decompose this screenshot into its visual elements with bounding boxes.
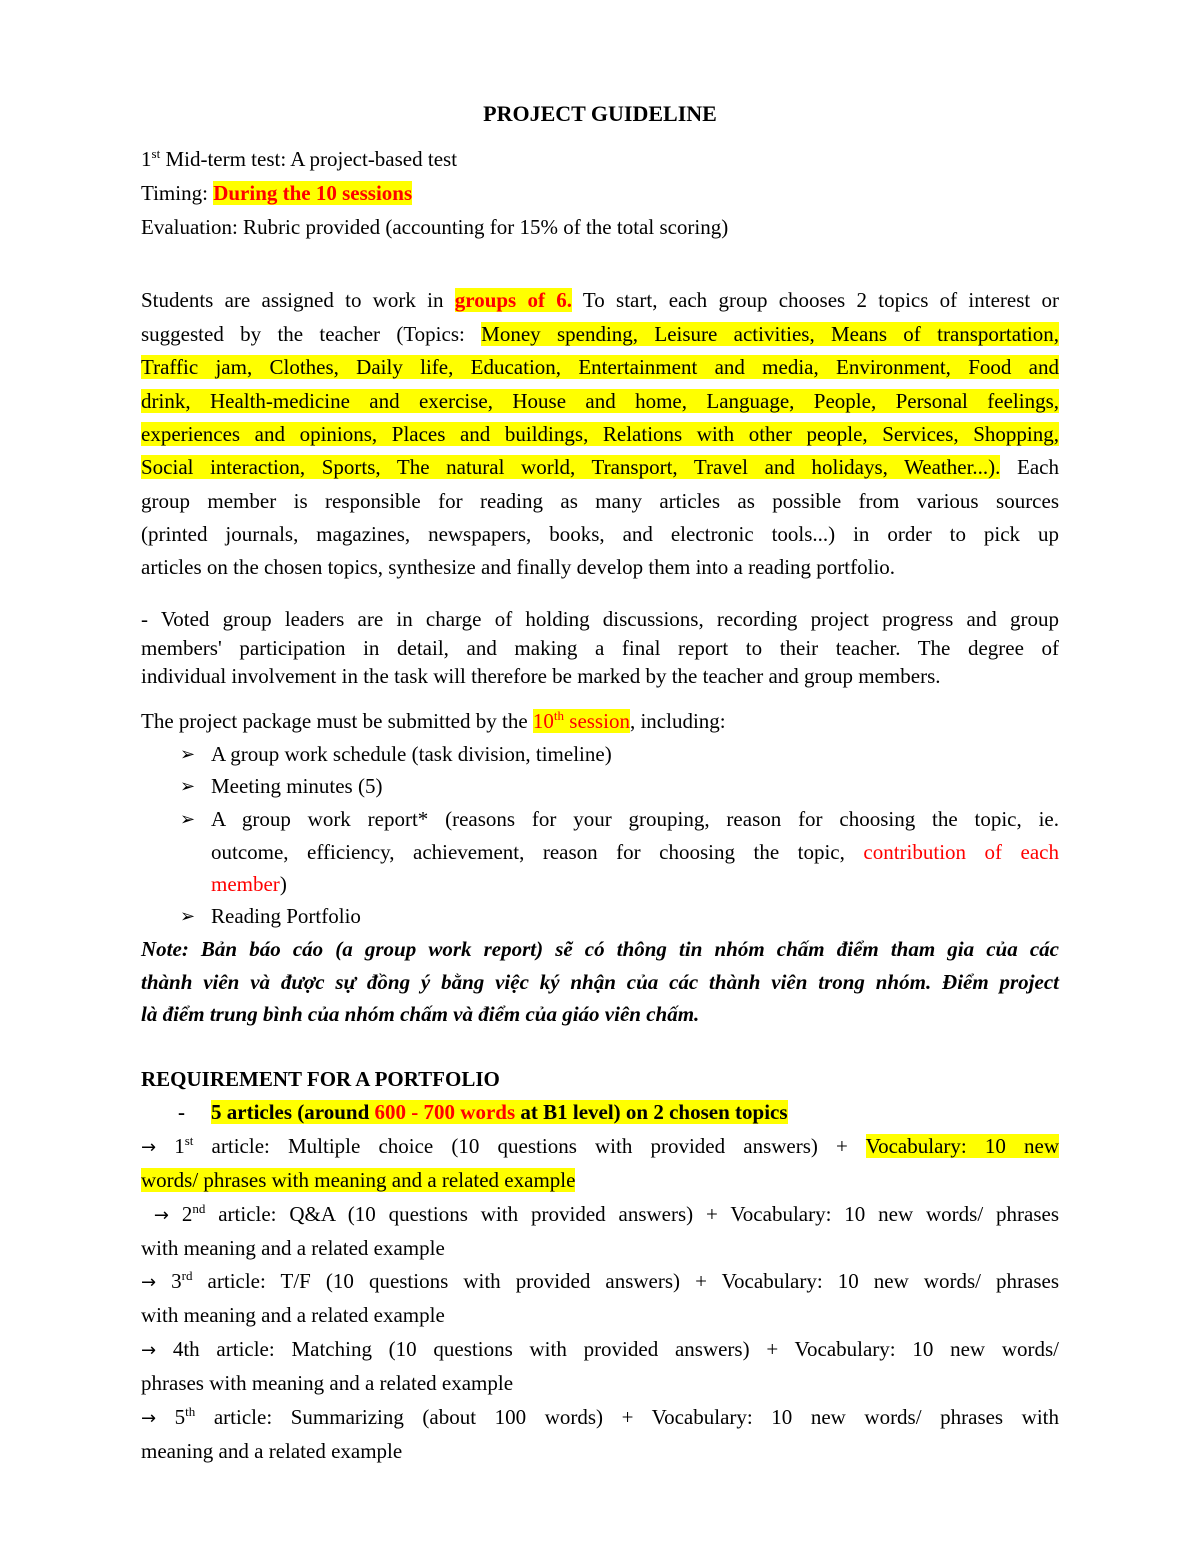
vocabulary-highlight: words/ phrases with meaning and a related example [141, 1168, 576, 1192]
package-item-portfolio: Reading Portfolio [211, 904, 361, 928]
topics-highlight: Social interaction, Sports, The natural world, Transport, Travel and holidays, Weather...). [141, 455, 1001, 479]
article-text: 4th article: Matching (10 questions with provided answers) + Vocabulary: 10 new words/ [172, 1337, 1060, 1361]
arrow-right-icon: → [153, 1205, 169, 1226]
report-text: ) [279, 872, 287, 896]
portfolio-heading: REQUIREMENT FOR A PORTFOLIO [141, 1067, 500, 1091]
article-sup: th [185, 1404, 196, 1419]
article-1-line-1 [141, 1132, 1059, 1162]
topics-highlight: drink, Health-medicine and exercise, House and home, Language, People, Personal feelings, [141, 389, 1059, 413]
requirement-dash: - [178, 1100, 185, 1124]
intro-line-8: (printed journals, magazines, newspapers, books, and electronic tools...) in order to pick up [141, 522, 1059, 546]
article-number: 3 [171, 1269, 182, 1293]
article-2-line-2: with meaning and a related example [141, 1236, 445, 1260]
page-title: PROJECT GUIDELINE [483, 101, 717, 126]
package-item-report-line-1: A group work report* (reasons for your grouping, reason for choosing the topic, ie. [211, 807, 1059, 831]
session-number: 10 [532, 709, 554, 733]
contribution-text: contribution of each [863, 840, 1059, 864]
intro-line-7: group member is responsible for reading as many articles as possible from various sources [141, 489, 1059, 513]
intro-line-9: articles on the chosen topics, synthesize and finally develop them into a reading portfolio. [141, 555, 896, 579]
article-number: 5 [174, 1405, 186, 1429]
leaders-line-1: - Voted group leaders are in charge of holding discussions, recording project progress and group [141, 607, 1059, 631]
session-sup: th [553, 708, 565, 723]
note-line-1: Note: Bản báo cáo (a group work report) sẽ có thông tin nhóm chấm điểm tham gia của các [141, 937, 1059, 961]
article-number: 2 [181, 1202, 193, 1226]
intro-line-5 [141, 420, 1059, 448]
note-line-2: thành viên và được sự đồng ý bằng việc ký nhận của các thành viên trong nhóm. Điểm project [141, 970, 1059, 994]
bullet-arrow-icon: ➢ [180, 906, 196, 926]
article-5-line-2: meaning and a related example [141, 1439, 403, 1463]
requirement-text: at B1 level) on 2 chosen topics [515, 1100, 788, 1124]
mid-term-sup: st [151, 146, 161, 161]
tenth-session [533, 709, 630, 733]
article-2-line-1 [141, 1200, 1059, 1230]
session-word: session [564, 709, 630, 733]
requirement-text: 5 articles (around [211, 1100, 375, 1124]
package-item-minutes: Meeting minutes (5) [211, 774, 383, 798]
arrow-right-icon: → [141, 1272, 157, 1293]
timing-value: During the 10 sessions [213, 181, 413, 205]
groups-of-six: groups of 6. [454, 288, 573, 312]
package-item-report-line-2 [211, 838, 1059, 866]
leaders-line-2: members' participation in detail, and making a final report to their teacher. The degree of [141, 636, 1059, 660]
bullet-arrow-icon: ➢ [180, 744, 196, 764]
intro-line-1 [141, 286, 1059, 314]
leaders-line-3: individual involvement in the task will therefore be marked by the teacher and group members. [141, 664, 941, 688]
requirement-line [211, 1098, 1059, 1126]
mid-term-line [141, 145, 1059, 173]
package-intro [141, 707, 1059, 735]
requirement-highlight [211, 1100, 788, 1124]
mid-term-number: 1 [141, 147, 152, 171]
arrow-right-icon: → [141, 1137, 157, 1158]
evaluation-line: Evaluation: Rubric provided (accounting for 15% of the total scoring) [141, 215, 729, 239]
arrow-right-icon: → [141, 1408, 157, 1429]
article-sup: st [184, 1133, 194, 1148]
arrow-right-icon: → [141, 1340, 157, 1361]
mid-term-text: Mid-term test: A project-based test [160, 147, 458, 171]
intro-line-4 [141, 387, 1059, 415]
article-text: article: Multiple choice (10 questions with provided answers) + [193, 1134, 866, 1158]
intro-text: suggested by the teacher (Topics: [141, 322, 482, 346]
intro-line-3 [141, 353, 1059, 381]
note-line-3: là điểm trung bình của nhóm chấm và điểm của giáo viên chấm. [141, 1002, 700, 1026]
timing-line [141, 179, 1059, 207]
vocabulary-highlight: Vocabulary: 10 new [865, 1134, 1059, 1158]
word-count: 600 - 700 words [374, 1100, 516, 1124]
article-text: article: Summarizing (about 100 words) + Vocabulary: 10 new words/ phrases with [195, 1405, 1060, 1429]
article-1-line-2 [141, 1166, 1059, 1194]
article-sup: nd [192, 1201, 206, 1216]
article-text: article: Q&A (10 questions with provided answers) + Vocabulary: 10 new words/ phrases [205, 1202, 1060, 1226]
article-sup: rd [181, 1268, 193, 1283]
intro-line-2 [141, 320, 1059, 348]
topics-highlight: Money spending, Leisure activities, Means of transportation, [481, 322, 1060, 346]
package-text: , including: [629, 709, 726, 733]
topics-highlight: Traffic jam, Clothes, Daily life, Education, Entertainment and media, Environment, Food and [141, 355, 1059, 379]
article-4-line-2: phrases with meaning and a related example [141, 1371, 514, 1395]
article-5-line-1 [141, 1403, 1059, 1433]
intro-text: Students are assigned to work in [141, 288, 455, 312]
article-4-line-1 [141, 1335, 1059, 1365]
timing-label: Timing: [141, 181, 214, 205]
package-text: The project package must be submitted by the [141, 709, 533, 733]
article-text: article: T/F (10 questions with provided answers) + Vocabulary: 10 new words/ phrases [192, 1269, 1060, 1293]
intro-line-6 [141, 453, 1059, 481]
topics-highlight: experiences and opinions, Places and buildings, Relations with other people, Services, Shopping, [141, 422, 1059, 446]
article-3-line-1 [141, 1267, 1059, 1297]
intro-text: Each [1000, 455, 1059, 479]
bullet-arrow-icon: ➢ [180, 776, 196, 796]
bullet-arrow-icon: ➢ [180, 809, 196, 829]
intro-text: To start, each group chooses 2 topics of interest or [572, 288, 1060, 312]
package-item-schedule: A group work schedule (task division, timeline) [211, 742, 612, 766]
article-3-line-2: with meaning and a related example [141, 1303, 445, 1327]
article-number: 1 [174, 1134, 185, 1158]
package-item-report-line-3 [211, 870, 1059, 898]
report-text: outcome, efficiency, achievement, reason for choosing the topic, [211, 840, 864, 864]
contribution-text: member [211, 872, 280, 896]
